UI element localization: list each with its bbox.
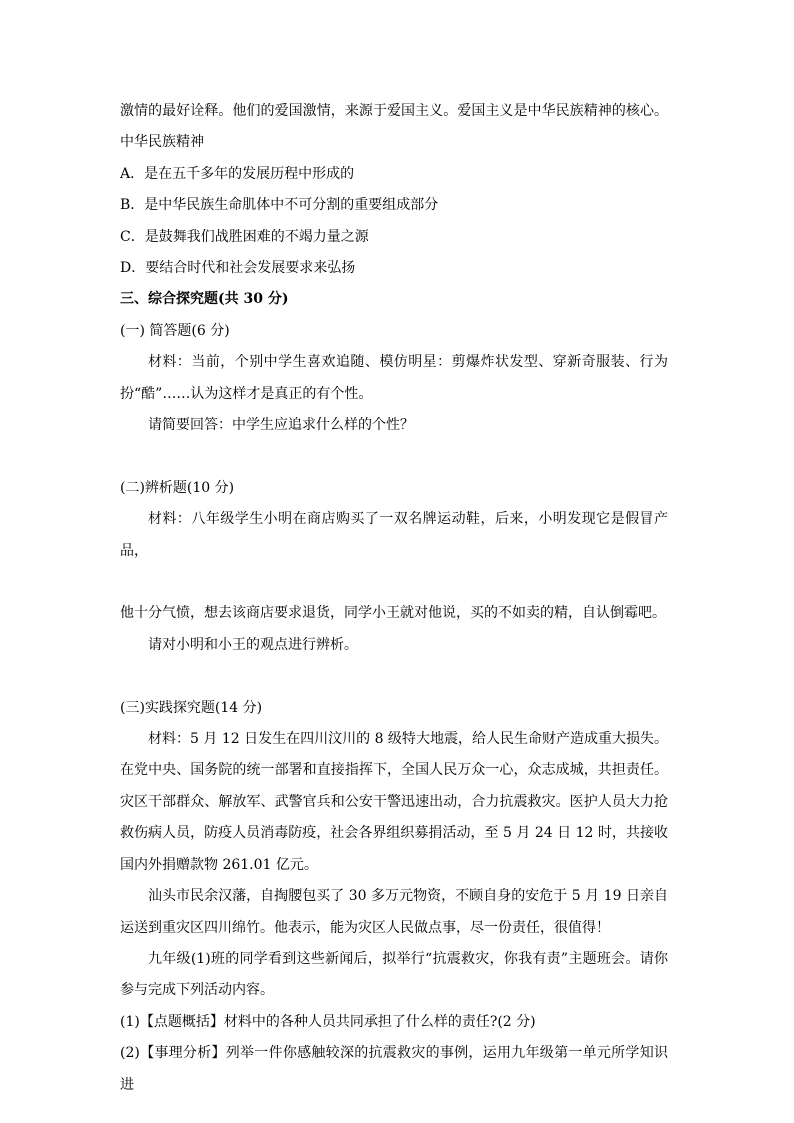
blank-line: [120, 567, 668, 598]
part3-material-class: 九年级(1)班的同学看到这些新闻后，拟举行“抗震救灾，你我有责”主题班会。请你参与完成下列活动内容。: [120, 950, 668, 999]
part3-material-earthquake: 材料：5 月 12 日发生在四川汶川的 8 级特大地震，给人民生命财产造成重大损失。在党中央、国务院的统一部署和直接指挥下，全国人民万众一心，众志成城，共担责任。灾区干部群众、解放军、武警官兵和公安干警迅速出动，合力抗震救灾。医护人员大力抢救伤病人员，防疫人员消毒防疫，社会各界组织募捐活动，至 5 月 24 日 12 时，共接收国内外捐赠款物 261.01 亿元。: [120, 731, 668, 873]
question-continuation-text: 激情的最好诠释。他们的爱国激情，来源于爱国主义。爱国主义是中华民族精神的核心。中华民族精神: [120, 103, 668, 151]
document-content: [120, 96, 668, 1101]
part2-material-line2: 他十分气愤，想去该商店要求退货，同学小王就对他说，买的不如卖的精，自认倒霉吧。: [120, 605, 666, 622]
part1-material: 材料：当前，个别中学生喜欢追随、模仿明星：剪爆炸状发型、穿新奇服装、行为扮“酷”……认为这样才是真正的有个性。: [120, 354, 668, 402]
part2-question: 请对小明和小王的观点进行辨析。: [148, 636, 358, 653]
option-a: A．是在五千多年的发展历程中形成的: [120, 165, 355, 182]
blank-line: [120, 661, 668, 692]
part3-title: (三)实践探究题(14 分): [120, 699, 263, 716]
part2-title: (二)辨析题(10 分): [120, 479, 235, 496]
part3-question-1: (1)【点题概括】材料中的各种人员共同承担了什么样的责任?(2 分): [120, 1013, 536, 1030]
part1-question: 请简要回答：中学生应追求什么样的个性？: [148, 417, 414, 434]
part3-material-citizen: 汕头市民余汉藩，自掏腰包买了 30 多万元物资，不顾自身的安危于 5 月 19 日亲自运送到重灾区四川绵竹。他表示，能为灾区人民做点事，尽一份责任，很值得！: [120, 888, 668, 936]
blank-line: [120, 441, 668, 472]
option-b: B．是中华民族生命肌体中不可分割的重要组成部分: [120, 197, 439, 214]
part2-material-line1: 材料：八年级学生小明在商店购买了一双名牌运动鞋，后来，小明发现它是假冒产品，: [120, 511, 668, 559]
part1-title: (一) 简答题(6 分): [120, 322, 230, 339]
part3-question-2: (2)【事理分析】列举一件你感触较深的抗震救灾的事例，运用九年级第一单元所学知识进: [120, 1045, 668, 1093]
option-d: D．要结合时代和社会发展要求来弘扬: [120, 260, 356, 277]
section-heading: 三、综合探究题(共 30 分): [120, 291, 289, 308]
option-c: C．是鼓舞我们战胜困难的不竭力量之源: [120, 228, 369, 245]
